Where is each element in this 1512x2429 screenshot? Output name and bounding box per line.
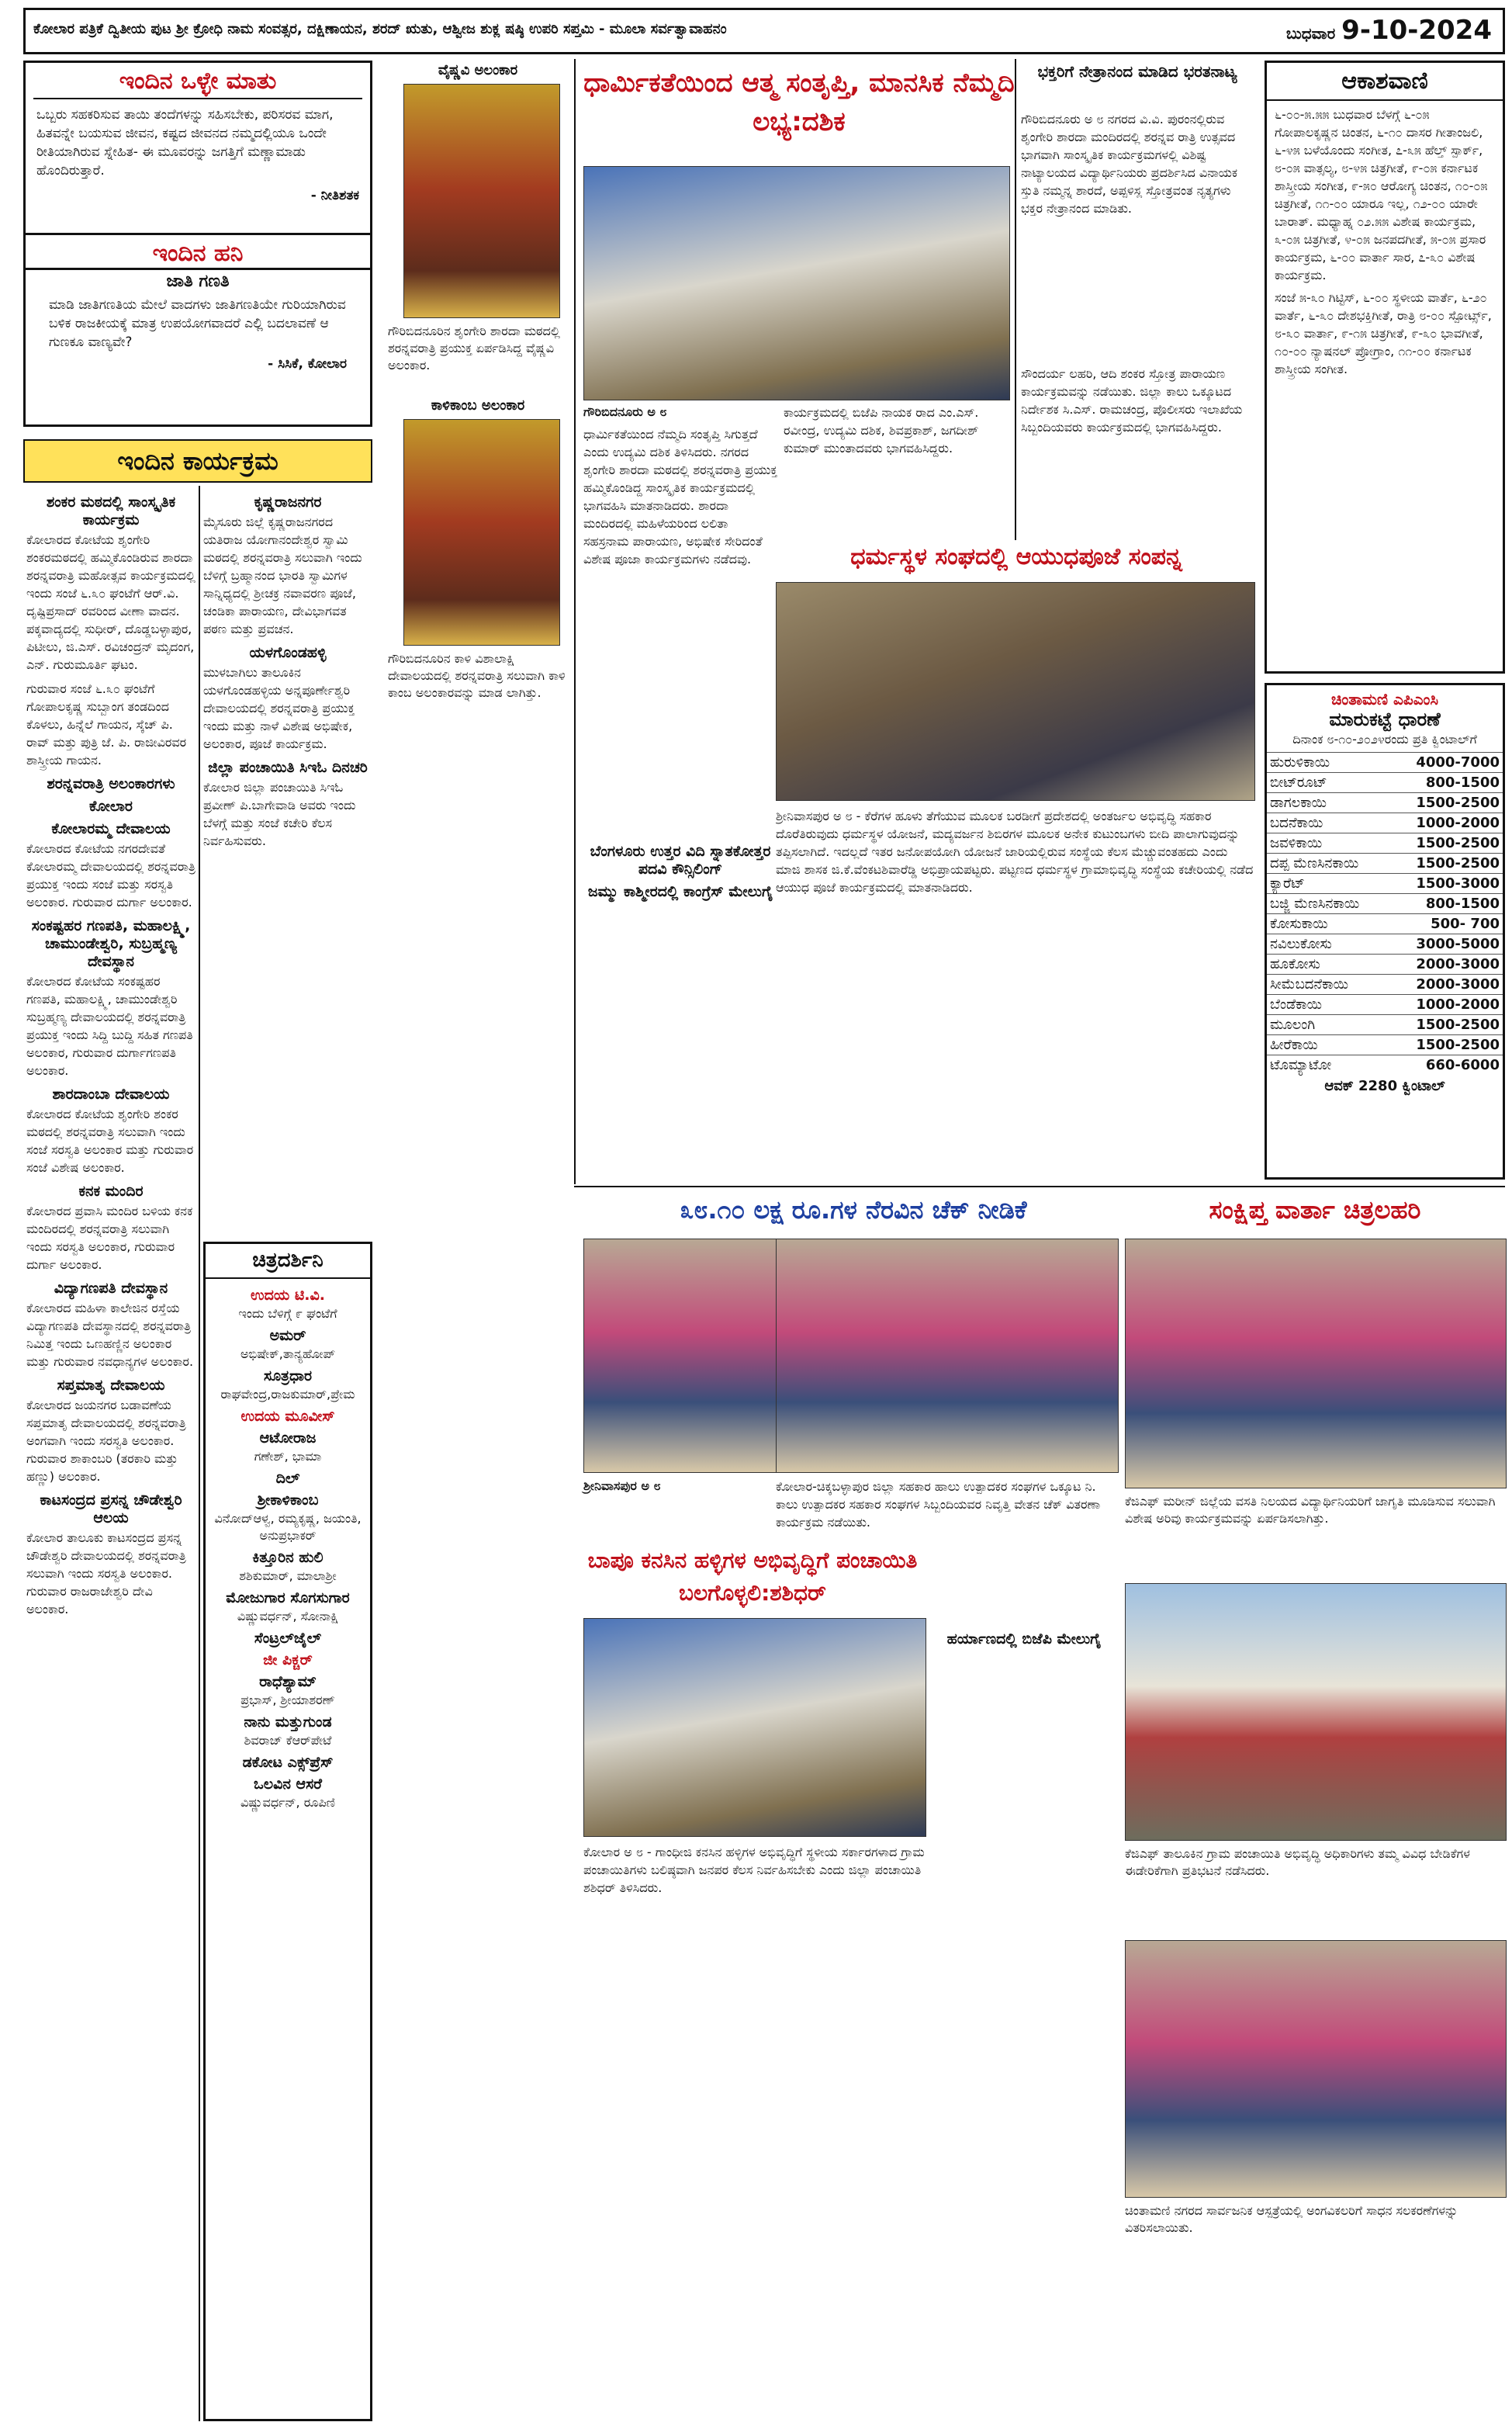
- cd-movie-8: ಸೆಂಟ್ರಲ್‌ಜೈಲ್: [254, 1630, 322, 1647]
- cd-movie-1: ಅಮರ್: [269, 1327, 306, 1344]
- price-item: ಹೂಕೋಸು: [1267, 955, 1389, 975]
- prog-sub-10: ಕಾಟಸಂದ್ರದ ಪ್ರಸನ್ನ ಚೌಡೇಶ್ವರಿ ಆಲಯ: [40, 1492, 182, 1526]
- cd-sub-3: ಜೀ ಪಿಕ್ಚರ್: [263, 1651, 313, 1668]
- cd-sub-2: ಉದಯ ಮೂವೀಸ್: [240, 1408, 335, 1425]
- dharmikate-photo: [583, 166, 1010, 400]
- cd-cast-7: ವಿಷ್ಣುವರ್ಧನ್, ಸೋನಾಕ್ಷಿ: [237, 1609, 339, 1623]
- hani-text: ಮಾಡಿ ಜಾತಿಗಣತಿಯ ಮೇಲೆ ವಾದಗಳು ಜಾತಿಗಣತಿಯೇ ಗುರಿಯಾಗಿರುವ ಬಳಿಕ ರಾಜಕೀಯಕ್ಕೆ ಮಾತ್ರ ಉಪಯೋಗವಾದರೆ ಎಲ್ಲಿ ಬದಲಾವಣೆ ಆ ಗುಣಕೂ ವಾಣ್ಯವೇ?: [49, 297, 346, 350]
- price-value: 1500-2500: [1389, 1015, 1503, 1035]
- vartha-caption-3: ಚಿಂತಾಮಣಿ ನಗರದ ಸಾರ್ವಜನಿಕ ಆಸ್ಪತ್ರೆಯಲ್ಲಿ ಅಂಗವಿಕಲರಿಗೆ ಸಾಧನ ಸಲಕರಣೆಗಳನ್ನು ವಿತರಿಸಲಾಯಿತು.: [1125, 2203, 1458, 2235]
- masthead-day: ಬುಧವಾರ: [1285, 24, 1336, 43]
- prog-sub-6: ಶಾರದಾಂಬಾ ದೇವಾಲಯ: [52, 1086, 170, 1103]
- photo2-label: ಕಾಳಿಕಾಂಬ ಅಲಂಕಾರ: [431, 397, 525, 414]
- cheque-photo-2: [776, 1239, 1119, 1473]
- price-value: 2000-3000: [1389, 955, 1503, 975]
- price-value: 1500-2500: [1389, 854, 1503, 874]
- vartha-title: ಸಂಕ್ಷಿಪ್ತ ವಾರ್ತಾ ಚಿತ್ರಲಹರಿ: [1209, 1195, 1421, 1225]
- quote-author: - ನೀತಿಶತಕ: [310, 188, 359, 203]
- cd-time-1: ಇಂದು ಬೆಳಿಗ್ಗೆ ೯ ಘಂಟೆಗೆ: [238, 1306, 337, 1321]
- bharat-head: ಭಕ್ತರಿಗೆ ನೇತ್ರಾನಂದ ಮಾಡಿದ ಭರತನಾಟ್ಯ: [1037, 62, 1237, 81]
- vaishnavi-photo: [403, 84, 560, 318]
- cd-movie-2: ಸೂತ್ರಧಾರ: [263, 1367, 313, 1384]
- cd-cast-5: ವಿನೋದ್‌ಆಳ್ವ, ರಮ್ಯಕೃಷ್ಣ, ಜಯಂತಿ, ಅನುಪ್ರಭಾಕರ್: [214, 1511, 362, 1543]
- price-row: [1267, 1015, 1503, 1035]
- photo1-label: ವೈಷ್ಣವಿ ಅಲಂಕಾರ: [438, 62, 518, 78]
- prog-text-3: ಕೋಲಾರದ ಕೋಟೆಯ ನಗರದೇವತೆ ಕೋಲಾರಮ್ಮ ದೇವಾಲಯದಲ್ಲಿ ಶರನ್ನವರಾತ್ರಿ ಪ್ರಯುಕ್ತ ಇಂದು ಸಂಜೆ ಮತ್ತು ಸರಸ್ವತಿ ಅಲಂಕಾರ. ಗುರುವಾರ ದುರ್ಗಾ ಅಲಂಕಾರ.: [26, 841, 195, 910]
- col-divider-2: [574, 59, 576, 1184]
- price-item: ಹೀರೆಕಾಯಿ: [1267, 1035, 1389, 1055]
- prog-text-6: ಕೋಲಾರದ ಪ್ರವಾಸಿ ಮಂದಿರ ಬಳಿಯ ಕನಕ ಮಂದಿರದಲ್ಲಿ ಶರನ್ನವರಾತ್ರಿ ಸಲುವಾಗಿ ಇಂದು ಸರಸ್ವತಿ ಅಲಂಕಾರ, ಗುರುವಾರ ದುರ್ಗಾ ಅಲಂಕಾರ.: [26, 1204, 193, 1272]
- market-arrival: ಆವಕ್ 2280 ಕ್ವಿಂಟಾಲ್: [1324, 1078, 1445, 1094]
- price-item: ಬೆಂಡೆಕಾಯಿ: [1267, 995, 1389, 1015]
- cd-cast-6: ಶಶಿಕುಮಾರ್, ಮಾಲಾಶ್ರೀ: [239, 1568, 337, 1583]
- photo2-caption: ಗೌರಿಬಿದನೂರಿನ ಕಾಳಿ ವಿಶಾಲಾಕ್ಷಿ ದೇವಾಲಯದಲ್ಲಿ ಶರನ್ನವರಾತ್ರಿ ಸಲುವಾಗಿ ಕಾಳಿ ಕಾಂಬ ಅಲಂಕಾರವನ್ನು ಮಾಡ ಲಾಗಿತ್ತು.: [388, 651, 566, 700]
- akashavani-text: ೬-೦೦-೫.೫೫ ಬುಧವಾರ ಬೆಳಗ್ಗೆ ೬-೦೫ ಗೋಪಾಲಕೃಷ್ಣನ ಚಿಂತನ, ೬-೧೦ ದಾಸರ ಗೀತಾಂಜಲಿ, ೬-೪೫ ಬಳೆಯೊಂದು ಸಂಗೀತ, ೭-೩೫ ಹೆಲ್ತ್ ಸ್ಪಾರ್ಕ್, ೮-೦೫ ವಾತ್ಸಲ್ಯ, ೮-೪೫ ಚಿತ್ರಗೀತೆ, ೯-೦೫ ಕರ್ನಾಟಕ ಶಾಸ್ತ್ರೀಯ ಸಂಗೀತ, ೯-೫೦ ಆರೋಗ್ಯ ಚಿಂತನ, ೧೦-೦೫ ಚಿತ್ರಗೀತೆ, ೧೧-೦೦ ಯಾರೂ ಇಲ್ಲ, ೧೨-೦೦ ಯಾರೇ ಬಾರಾತ್. ಮಧ್ಯಾಹ್ನ ೦೨.೫೫ ವಿಶೇಷ ಕಾರ್ಯಕ್ರಮ, ೩-೦೫ ಚಿತ್ರಗೀತೆ, ೪-೦೫ ಜನಪದಗೀತೆ, ೫-೦೫ ಪ್ರಸಾರ ಕಾರ್ಯಕ್ರಮ, ೬-೦೦ ವಾರ್ತಾ ಸಾರ, ೭-೩೦ ವಿಶೇಷ ಕಾರ್ಯಕ್ರಮ.: [1275, 107, 1488, 282]
- bapu-photo: [583, 1618, 926, 1837]
- price-row: [1267, 894, 1503, 914]
- akashavani-text-2: ಸಂಜೆ ೫-೩೦ ಗಿಟ್ಟಿಸ್, ೬-೦೦ ಸ್ಥಳೀಯ ವಾರ್ತೆ, ೬-೨೦ ವಾರ್ತೆ, ೬-೩೦ ದೇಶಭಕ್ತಿಗೀತೆ, ರಾತ್ರಿ ೮-೦೦ ಸ್ಪೋರ್ಟ್ಸ್, ೮-೩೦ ವಾರ್ತಾ, ೯-೧೫ ಚಿತ್ರಗೀತೆ, ೯-೩೦ ಭಾವಗೀತೆ, ೧೦-೦೦ ನ್ಯಾಷನಲ್ ಪ್ರೋಗ್ರಾಂ, ೧೧-೦೦ ಕರ್ನಾಟಕ ಶಾಸ್ತ್ರೀಯ ಸಂಗೀತ.: [1275, 290, 1492, 376]
- cd-movie-11: ಡಕೋಟ ಎಕ್ಸ್‌ಪ್ರೆಸ್: [242, 1754, 334, 1771]
- vartha-photo-3: [1125, 1940, 1507, 2198]
- price-row: [1267, 955, 1503, 975]
- price-item: ಹುರುಳಿಕಾಯಿ: [1267, 753, 1389, 773]
- cd-cast-9: ಪ್ರಭಾಸ್, ಶ್ರೀಯಾಶರಣ್: [240, 1693, 335, 1707]
- price-row: [1267, 995, 1503, 1015]
- kr-sub: ಕೃಷ್ಣರಾಜನಗರ: [254, 494, 322, 511]
- price-value: 3000-5000: [1389, 934, 1503, 955]
- bharat-text-2: ಸೌಂದರ್ಯ ಲಹರಿ, ಆದಿ ಶಂಕರ ಸ್ತೋತ್ರ ಪಾರಾಯಣ ಕಾರ್ಯಕ್ರಮವನ್ನು ನಡೆಯಿತು. ಜಿಲ್ಲಾ ಕಾಲು ಒಕ್ಕೂಟದ ನಿರ್ದೇಶಕ ಸಿ.ಎಸ್. ರಾಮಚಂದ್ರ, ಪೊಲೀಸರು ಇಲಾಖೆಯ ಸಿಬ್ಬಂದಿಯವರು ಕಾರ್ಯಕ್ರಮದಲ್ಲಿ ಭಾಗವಹಿಸಿದ್ದರು.: [1021, 366, 1243, 435]
- price-value: 1500-2500: [1389, 793, 1503, 813]
- cheque-head: ೩೮.೧೦ ಲಕ್ಷ ರೂ.ಗಳ ನೆರವಿನ ಚೆಕ್ ನೀಡಿಕೆ: [680, 1195, 1027, 1225]
- market-date: ದಿನಾಂಕ ೮-೧೦-೨೦೨೪ರಂದು ಪ್ರತಿ ಕ್ವಿಂಟಾಲ್‌ಗೆ: [1292, 732, 1477, 747]
- price-value: 2000-3000: [1389, 975, 1503, 995]
- cd-movie-6: ಕಿತ್ತೂರಿನ ಹುಲಿ: [252, 1549, 324, 1566]
- bapu-head: ಬಾಪೂ ಕನಸಿನ ಹಳ್ಳಿಗಳ ಅಭಿವೃದ್ಧಿಗೆ ಪಂಚಾಯಿತಿ ಬಲಗೊಳ್ಳಲಿ:ಶಶಿಧರ್: [587, 1547, 918, 1606]
- price-value: 1500-2500: [1389, 833, 1503, 854]
- cd-movie-7: ಮೋಜುಗಾರ ಸೊಗಸುಗಾರ: [226, 1589, 350, 1606]
- section-rule: [574, 1186, 1505, 1187]
- cd-cast-10: ಶಿವರಾಜ್ ಕೆಆರ್‌ಪೇಟೆ: [244, 1733, 332, 1748]
- price-value: 1000-2000: [1389, 995, 1503, 1015]
- price-value: 660-6000: [1389, 1055, 1503, 1076]
- price-item: ಸೀಮೆಬದನೆಕಾಯಿ: [1267, 975, 1389, 995]
- price-value: 800-1500: [1389, 773, 1503, 793]
- cd-cast-2: ರಾಘವೇಂದ್ರ,ರಾಜಕುಮಾರ್,ಪ್ರೇಮ: [220, 1387, 355, 1402]
- price-item: ಕೋಸುಕಾಯಿ: [1267, 914, 1389, 934]
- prog-sub-9: ಸಪ್ತಮಾತೃ ದೇವಾಲಯ: [57, 1377, 165, 1394]
- prog-sub-5: ಸಂಕಷ್ಟಹರ ಗಣಪತಿ, ಮಹಾಲಕ್ಷ್ಮಿ, ಚಾಮುಂಡೇಶ್ವರಿ, ಸುಬ್ರಹ್ಮಣ್ಯ ದೇವಸ್ಥಾನ: [31, 917, 191, 970]
- cd-movie-9: ರಾಧೆಶ್ಯಾಮ್: [259, 1673, 317, 1690]
- vartha-caption-2: ಕೆಜಿಎಫ್ ತಾಲೂಕಿನ ಗ್ರಾಮ ಪಂಚಾಯಿತಿ ಅಭಿವೃದ್ಧಿ ಅಧಿಕಾರಿಗಳು ತಮ್ಮ ವಿವಿಧ ಬೇಡಿಕೆಗಳ ಈಡೇರಿಕೆಗಾಗಿ ಪ್ರತಿಭಟನೆ ನಡೆಸಿದರು.: [1125, 1846, 1470, 1878]
- price-row: [1267, 975, 1503, 995]
- vartha-caption-1: ಕೆಜಿಎಫ್ ಮರೀನ್ ಜಿಲ್ಲೆಯ ವಸತಿ ನಿಲಯದ ವಿದ್ಯಾರ್ಥಿನಿಯರಿಗೆ ಜಾಗೃತಿ ಮೂಡಿಸುವ ಸಲುವಾಗಿ ವಿಶೇಷ ಅರಿವು ಕಾರ್ಯಕ್ರಮವನ್ನು ಏರ್ಪಡಿಸಲಾಗಿತ್ತು.: [1125, 1494, 1496, 1526]
- price-row: [1267, 1055, 1503, 1076]
- prog-text-1: ಕೋಲಾರದ ಕೋಟೆಯ ಶೃಂಗೇರಿ ಶಂಕರಮಠದಲ್ಲಿ ಹಮ್ಮಿಕೊಂಡಿರುವ ಶಾರದಾ ಶರನ್ನವರಾತ್ರಿ ಮಹೋತ್ಸವ ಕಾರ್ಯಕ್ರಮದಲ್ಲಿ ಇಂದು ಸಂಜೆ ೬.೩೦ ಘಂಟೆಗೆ ಆರ್.ವಿ. ದೃಷ್ಟಿಪ್ರಸಾದ್ ರವರಿಂದ ವೀಣಾ ವಾದನ. ಪಕ್ಕವಾದ್ಯದಲ್ಲಿ ಸುಧೀರ್, ದೊಡ್ಡಬಳ್ಳಾಪುರ, ಪಿಟೀಲು, ಜಿ.ಎಸ್. ರವಿಚಂದ್ರನ್ ಮೃದಂಗ, ಎನ್. ಗುರುಮೂರ್ತಿ ಘಟಂ.: [26, 532, 195, 672]
- price-value: 1500-2500: [1389, 1035, 1503, 1055]
- price-item: ಬದನೆಕಾಯಿ: [1267, 813, 1389, 833]
- price-item: ದಪ್ಪ ಮೆಣಸಿನಕಾಯಿ: [1267, 854, 1389, 874]
- price-item: ಡಾಗಲಕಾಯಿ: [1267, 793, 1389, 813]
- cd-movie-10: ನಾನು ಮತ್ತುಗುಂಡ: [244, 1713, 332, 1731]
- pad-col: [583, 838, 777, 1071]
- bharat-text: ಗೌರಿಬಿದನೂರು ಅ ೮ ನಗರದ ವಿ.ವಿ. ಪುರಂನಲ್ಲಿರುವ ಶೃಂಗೇರಿ ಶಾರದಾ ಮಂದಿರದಲ್ಲಿ ಶರನ್ನವ ರಾತ್ರಿ ಉತ್ಸವದ ಭಾಗವಾಗಿ ಸಾಂಸ್ಕೃತಿಕ ಕಾರ್ಯಕ್ರಮಗಳಲ್ಲಿ ವಿಶಿಷ್ಟ ನಾಟ್ಯಾಲಯದ ವಿದ್ಯಾರ್ಥಿನಿಯರು ಪ್ರದರ್ಶಿಸಿದ ವಿನಾಯಕ ಸ್ತುತಿ ನಮ್ಮನ್ನ ಶಾರದೆ, ಅಪ್ಪಳಿಸ್ಲ ಸ್ತೋತ್ರವಂತ ನೃತ್ಯಗಳು ಭಕ್ತರ ನೇತ್ರಾನಂದ ಮಾಡಿತು.: [1021, 112, 1238, 216]
- zp-sub: ಜಿಲ್ಲಾ ಪಂಚಾಯಿತಿ ಸಿಇಓ ದಿನಚರಿ: [208, 759, 368, 776]
- market-title: ಮಾರುಕಟ್ಟೆ ಧಾರಣೆ: [1329, 709, 1441, 730]
- yg-text: ಮುಳಬಾಗಿಲು ತಾಲೂಕಿನ ಯಳಗೊಂಡಹಳ್ಳಿಯ ಅನ್ನಪೂರ್ಣೇಶ್ವರಿ ದೇವಾಲಯದಲ್ಲಿ ಶರನ್ನವರಾತ್ರಿ ಪ್ರಯುಕ್ತ ಇಂದು ಮತ್ತು ನಾಳೆ ವಿಶೇಷ ಅಭಿಷೇಕ, ಅಲಂಕಾರ, ಪೂಜೆ ಕಾರ್ಯಕ್ರಮ.: [203, 665, 355, 751]
- harya-col: [931, 1626, 1117, 2091]
- prog-text-7: ಕೋಲಾರದ ಮಹಿಳಾ ಕಾಲೇಜಿನ ರಸ್ತೆಯ ವಿದ್ಯಾಗಣಪತಿ ದೇವಸ್ಥಾನದಲ್ಲಿ ಶರನ್ನವರಾತ್ರಿ ನಿಮಿತ್ತ ಇಂದು ಒಣಹಣ್ಣಿನ ಅಲಂಕಾರ ಮತ್ತು ಗುರುವಾರ ನವಧಾನ್ಯಗಳ ಅಲಂಕಾರ.: [26, 1301, 194, 1369]
- price-item: ಬೀಟ್‌ರೂಟ್: [1267, 773, 1389, 793]
- prog-text-2: ಗುರುವಾರ ಸಂಜೆ ೬.೩೦ ಘಂಟೆಗೆ ಗೋಪಾಲಕೃಷ್ಣ ಸುಬ್ಬಾಂಗ ತಂಡದಿಂದ ಕೊಳಲು, ಹಿನ್ನೆಲೆ ಗಾಯನ, ಸ್ಕೆಚ್ ಪಿ. ರಾವ್ ಮತ್ತು ಪುತ್ರಿ ಜೆ. ಪಿ. ರಾಜೀವಿರವರ ಶಾಸ್ತ್ರೀಯ ಗಾಯನ.: [26, 681, 187, 768]
- prog-text-9: ಕೋಲಾರ ತಾಲೂಕು ಕಾಟಸಂದ್ರದ ಪ್ರಸನ್ನ ಚೌಡೇಶ್ವರಿ ದೇವಾಲಯದಲ್ಲಿ ಶರನ್ನವರಾತ್ರಿ ಸಲುವಾಗಿ ಇಂದು ಸರಸ್ವತಿ ಅಲಂಕಾರ. ಗುರುವಾರ ರಾಜರಾಜೇಶ್ವರಿ ದೇವಿ ಅಲಂಕಾರ.: [26, 1530, 186, 1616]
- price-value: 4000-7000: [1389, 753, 1503, 773]
- cd-cast-3: ಗಣೇಶ್, ಭಾಮಾ: [254, 1449, 322, 1464]
- chitradarshini-title: ಚಿತ್ರದರ್ಶಿನಿ: [206, 1244, 370, 1279]
- price-item: ಕ್ಯಾರೆಟ್: [1267, 874, 1389, 894]
- photo1-caption: ಗೌರಿಬಿದನೂರಿನ ಶೃಂಗೇರಿ ಶಾರದಾ ಮಠದಲ್ಲಿ ಶರನ್ನವರಾತ್ರಿ ಪ್ರಯುಕ್ತ ಏರ್ಪಡಿಸಿದ್ದ ವೈಷ್ಣವಿ ಅಲಂಕಾರ.: [388, 324, 560, 372]
- cd-cast-1: ಅಭಿಷೇಕ್,ತಾನ್ಯಹೋಪ್: [240, 1346, 336, 1361]
- price-table: [1267, 752, 1503, 1075]
- hani-subtitle: ಜಾತಿ ಗಣತಿ: [166, 272, 230, 291]
- price-row: [1267, 813, 1503, 833]
- yg-sub: ಯಳಗೊಂಡಹಳ್ಳಿ: [249, 644, 327, 661]
- nsk-head: ಜಮ್ಮು ಕಾಶ್ಮೀರದಲ್ಲಿ ಕಾಂಗ್ರೆಸ್ ಮೇಲುಗೈ: [587, 883, 773, 900]
- bapu-text: ಕೋಲಾರ ಅ ೮ - ಗಾಂಧೀಜಿ ಕನಸಿನ ಹಳ್ಳಿಗಳ ಅಭಿವೃದ್ಧಿಗೆ ಸ್ಥಳೀಯ ಸರ್ಕಾರಗಳಾದ ಗ್ರಾಮ ಪಂಚಾಯಿತಿಗಳು ಬಲಿಷ್ಠವಾಗಿ ಜನಪರ ಕೆಲಸ ನಿರ್ವಹಿಸಬೇಕು ಎಂದು ಜಿಲ್ಲಾ ಪಂಚಾಯಿತಿ ಶಶಿಧರ್ ತಿಳಿಸಿದರು.: [583, 1845, 925, 1895]
- price-row: [1267, 773, 1503, 793]
- price-item: ಮೂಲಂಗಿ: [1267, 1015, 1389, 1035]
- price-row: [1267, 874, 1503, 894]
- market-place: ಚಿಂತಾಮಣಿ ಎಪಿಎಂಸಿ: [1330, 690, 1439, 709]
- programs-col-a: [26, 489, 195, 2421]
- prog-sub-2: ಶರನ್ನವರಾತ್ರಿ ಅಲಂಕಾರಗಳು: [47, 775, 175, 792]
- harya-head: ಹರ್ಯಾಣದಲ್ಲಿ ಬಿಜೆಪಿ ಮೇಲುಗೈ: [946, 1630, 1102, 1648]
- price-row: [1267, 753, 1503, 773]
- story1-caption: ಗೌರಿಬಿದನೂರು ಅ ೮: [583, 404, 667, 419]
- ayudha-head: ಧರ್ಮಸ್ಥಳ ಸಂಘದಲ್ಲಿ ಆಯುಧಪೂಜೆ ಸಂಪನ್ನ: [850, 543, 1182, 570]
- cd-movie-12: ಒಲವಿನ ಆಸರೆ: [254, 1776, 322, 1793]
- masthead-date: [1286, 15, 1492, 46]
- cd-cast-12: ವಿಷ್ಣುವರ್ಧನ್, ರೂಪಿಣಿ: [240, 1795, 335, 1810]
- price-row: [1267, 934, 1503, 955]
- price-row: [1267, 793, 1503, 813]
- cheque-caption: ಶ್ರೀನಿವಾಸಪುರ ಅ ೮: [583, 1478, 661, 1493]
- prog-sub-3: ಕೋಲಾರ: [89, 798, 133, 815]
- prog-sub-7: ಕನಕ ಮಂದಿರ: [78, 1183, 144, 1200]
- price-row: [1267, 1035, 1503, 1055]
- akashavani-title: ಆಕಾಶವಾಣಿ: [1267, 63, 1503, 101]
- vartha-photo-2: [1125, 1583, 1507, 1841]
- cd-movie-3: ಆಟೋರಾಜ: [259, 1429, 317, 1447]
- ayudha-photo: [776, 582, 1255, 801]
- price-row: [1267, 854, 1503, 874]
- price-row: [1267, 833, 1503, 854]
- cd-movie-4: ದಿಲ್: [275, 1470, 300, 1487]
- prog-text-4: ಕೋಲಾರದ ಕೋಟೆಯ ಸಂಕಷ್ಟಹರ ಗಣಪತಿ, ಮಹಾಲಕ್ಷ್ಮಿ, ಚಾಮುಂಡೇಶ್ವರಿ ಸುಬ್ರಹ್ಮಣ್ಯ ದೇವಾಲಯದಲ್ಲಿ ಶರನ್ನವರಾತ್ರಿ ಪ್ರಯುಕ್ತ ಇಂದು ಸಿದ್ದಿ ಬುದ್ದಿ ಸಹಿತ ಗಣಪತಿ ಅಲಂಕಾರ, ಗುರುವಾರ ದುರ್ಗಾಗಣಪತಿ ಅಲಂಕಾರ.: [26, 974, 193, 1078]
- zp-text: ಕೋಲಾರ ಜಿಲ್ಲಾ ಪಂಚಾಯಿತಿ ಸಿಇಓ ಪ್ರವೀಣ್ ಪಿ.ಬಾಗೇವಾಡಿ ಅವರು ಇಂದು ಬೆಳಗ್ಗೆ ಮತ್ತು ಸಂಜೆ ಕಚೇರಿ ಕೆಲಸ ನಿರ್ವಹಿಸುವರು.: [203, 780, 356, 848]
- vartha-photo-1: [1125, 1239, 1507, 1488]
- chitradarshini-box: [203, 1242, 372, 2421]
- masthead-date-value: 9-10-2024: [1341, 15, 1492, 46]
- quote-title: ಇಂದಿನ ಒಳ್ಳೇ ಮಾತು: [33, 68, 362, 99]
- price-value: 500- 700: [1389, 914, 1503, 934]
- pad-head: ಬೆಂಗಳೂರು ಉತ್ತರ ವಿದಿ ಸ್ನಾತಕೋತ್ತರ ಪದವಿ ಕೌನ್ಸಿಲಿಂಗ್: [590, 843, 771, 878]
- ayudha-text: ಶ್ರೀನಿವಾಸಪುರ ಅ ೮ - ಕೆರೆಗಳ ಹೂಳು ತೆಗೆಯುವ ಮೂಲಕ ಬರಡೀಗೆ ಪ್ರದೇಶದಲ್ಲಿ ಅಂತರ್ಜಲ ಅಭಿವೃದ್ಧಿ ಸಹಕಾರ ದೊರೆತಿರುವುದು ಧರ್ಮಸ್ಥಳ ಯೋಜನೆ, ಮದ್ಯವರ್ಜನ ಶಿಬಿರಗಳ ಮೂಲಕ ಅನೇಕ ಕುಟುಂಬಗಳು ಬೀದಿ ಪಾಲಾಗುವುದನ್ನು ತಪ್ಪಿಸಲಾಗಿದೆ. ಇದಲ್ಲದೆ ಇತರ ಜನೋಪಯೋಗಿ ಯೋಜನೆ ಜಾರಿಯಲ್ಲಿರುವ ಸಂಸ್ಥೆಯ ಕೆಲಸ ಮೆಚ್ಚುವಂತಹದು ಎಂದು ಮಾಜಿ ಶಾಸಕ ಜಿ.ಕೆ.ವೆಂಕಟಶಿವಾರೆಡ್ಡಿ ಅಭಿಪ್ರಾಯಪಟ್ಟರು. ಪಟ್ಟಣದ ಧರ್ಮಸ್ಥಳ ಗ್ರಾಮಾಭಿವೃದ್ಧಿ ಸಂಸ್ಥೆಯ ಕಚೇರಿಯಲ್ಲಿ ನಡೆದ ಆಯುಧ ಪೂಜೆ ಕಾರ್ಯಕ್ರಮದಲ್ಲಿ ಮಾತನಾಡಿದರು.: [776, 809, 1254, 895]
- prog-text-5: ಕೋಲಾರದ ಕೋಟೆಯ ಶೃಂಗೇರಿ ಶಂಕರ ಮಠದಲ್ಲಿ ಶರನ್ನವರಾತ್ರಿ ಸಲುವಾಗಿ ಇಂದು ಸಂಜೆ ಸರಸ್ವತಿ ಅಲಂಕಾರ ಮತ್ತು ಗುರುವಾರ ಸಂಜೆ ವಿಶೇಷ ಅಲಂಕಾರ.: [26, 1107, 194, 1175]
- story1-text: ಧಾರ್ಮಿಕತೆಯಿಂದ ನೆಮ್ಮದಿ ಸಂತೃಪ್ತಿ ಸಿಗುತ್ತದೆ ಎಂದು ಉದ್ಯಮಿ ದಶಿಕ ತಿಳಿಸಿದರು. ನಗರದ ಶೃಂಗೇರಿ ಶಾರದಾ ಮಠದಲ್ಲಿ ಶರನ್ನವರಾತ್ರಿ ಪ್ರಯುಕ್ತ ಹಮ್ಮಿಕೊಂಡಿದ್ದ ಸಾಂಸ್ಕೃತಿಕ ಕಾರ್ಯಕ್ರಮದಲ್ಲಿ ಭಾಗವಹಿಸಿ ಮಾತನಾಡಿದರು. ಶಾರದಾ ಮಂದಿರದಲ್ಲಿ ಮಹಿಳೆಯರಿಂದ ಲಲಿತಾ ಸಹಸ್ರನಾಮ ಪಾರಾಯಣ, ಅಭಿಷೇಕ ಸೇರಿದಂತೆ ವಿಶೇಷ ಪೂಜಾ ಕಾರ್ಯಕ್ರಮಗಳು ನಡೆದವು.: [583, 427, 777, 567]
- price-item: ನವಿಲುಕೋಸು: [1267, 934, 1389, 955]
- prog-sub-8: ವಿದ್ಯಾಗಣಪತಿ ದೇವಸ್ಥಾನ: [54, 1280, 168, 1297]
- prog-sub-4: ಕೋಲಾರಮ್ಮ ದೇವಾಲಯ: [51, 820, 171, 837]
- akashavani-box: [1265, 61, 1505, 674]
- price-value: 1500-3000: [1389, 874, 1503, 894]
- price-item: ಬಜ್ಜಿ ಮೆಣಸಿನಕಾಯಿ: [1267, 894, 1389, 914]
- masthead: [23, 8, 1505, 54]
- cheque-text: ಕೋಲಾರ-ಚಿಕ್ಕಬಳ್ಳಾಪುರ ಜಿಲ್ಲಾ ಸಹಕಾರ ಹಾಲು ಉತ್ಪಾದಕರ ಸಂಘಗಳ ಒಕ್ಕೂಟ ನಿ. ಕಾಲು ಉತ್ಪಾದಕರ ಸಹಕಾರ ಸಂಘಗಳ ಸಿಬ್ಬಂದಿಯವರ ನಿವೃತ್ತಿ ವೇತನ ಚೆಕ್ ವಿತರಣಾ ಕಾರ್ಯಕ್ರಮ ನಡೆಯಿತು.: [776, 1479, 1101, 1530]
- price-item: ಟೊಮ್ಯಾಟೋ: [1267, 1055, 1389, 1076]
- story1-text-2: ಕಾರ್ಯಕ್ರಮದಲ್ಲಿ ಬಿಜೆಪಿ ನಾಯಕ ರಾದ ಎಂ.ಎಸ್. ರವೀಂದ್ರ, ಉದ್ಯಮಿ ದಶಿಕ, ಶಿವಪ್ರಕಾಶ್, ಜಗದೀಶ್ ಕುಮಾರ್ ಮುಂತಾದವರು ಭಾಗವಹಿಸಿದ್ದರು.: [784, 405, 979, 456]
- hani-box: [23, 233, 372, 427]
- market-box: [1265, 683, 1505, 1180]
- prog-text-8: ಕೋಲಾರದ ಜಯನಗರ ಬಡಾವಣೆಯ ಸಪ್ತಮಾತೃ ದೇವಾಲಯದಲ್ಲಿ ಶರನ್ನವರಾತ್ರಿ ಅಂಗವಾಗಿ ಇಂದು ಸರಸ್ವತಿ ಅಲಂಕಾರ. ಗುರುವಾರ ಶಾಕಾಂಬರಿ (ತರಕಾರಿ ಮತ್ತು ಹಣ್ಣು) ಅಲಂಕಾರ.: [26, 1398, 186, 1484]
- price-item: ಜವಳಿಕಾಯಿ: [1267, 833, 1389, 854]
- kr-text: ಮೈಸೂರು ಜಿಲ್ಲೆ ಕೃಷ್ಣರಾಜನಗರದ ಯತಿರಾಜ ಯೋಗಾನಂದೇಶ್ವರ ಸ್ವಾಮಿ ಮಠದಲ್ಲಿ ಶರನ್ನವರಾತ್ರಿ ಸಲುವಾಗಿ ಇಂದು ಬೆಳಿಗ್ಗೆ ಬ್ರಹ್ಮಾನಂದ ಭಾರತಿ ಸ್ವಾಮಿಗಳ ಸಾನ್ನಿಧ್ಯದಲ್ಲಿ ಶ್ರೀಚಕ್ರ ನವಾವರಣ ಪೂಜೆ, ಚಂಡಿಕಾ ಪಾರಾಯಣ, ದೇವಿಭಾಗವತ ಪಠಣ ಮತ್ತು ಪ್ರವಚನ.: [203, 515, 362, 636]
- price-value: 800-1500: [1389, 894, 1503, 914]
- headline-dharmikate: ಧಾರ್ಮಿಕತೆಯಿಂದ ಆತ್ಮ ಸಂತೃಪ್ತಿ, ಮಾನಸಿಕ ನೆಮ್ಮದಿ ಲಭ್ಯ:ದಶಿಕ: [583, 68, 1015, 137]
- kalikamba-photo: [403, 419, 560, 646]
- masthead-line: ಕೋಲಾರ ಪತ್ರಿಕೆ ದ್ವಿತೀಯ ಪುಟ ಶ್ರೀ ಕ್ರೋಧಿ ನಾಮ ಸಂವತ್ಸರ, ದಕ್ಷಿಣಾಯನ, ಶರದ್ ಋತು, ಆಶ್ವೀಜ ಶುಕ್ಲ ಷಷ್ಠಿ ಉಪರಿ ಸಪ್ತಮಿ - ಮೂಲಾ ಸರ್ವತ್ವಾವಾಹನಂ: [33, 21, 727, 37]
- programs-title: ಇಂದಿನ ಕಾರ್ಯಕ್ರಮ: [23, 439, 372, 483]
- hani-title: ಇಂದಿನ ಹನಿ: [152, 240, 244, 267]
- prog-sub-1: ಶಂಕರ ಮಠದಲ್ಲಿ ಸಾಂಸ್ಕೃತಿಕ ಕಾರ್ಯಕ್ರಮ: [46, 494, 176, 528]
- cd-sub-1: ಉದಯ ಟಿ.ವಿ.: [251, 1287, 325, 1304]
- price-value: 1000-2000: [1389, 813, 1503, 833]
- col-divider: [199, 486, 200, 2421]
- cd-movie-5: ಶ್ರೀಕಾಳಿಕಾಂಬ: [257, 1492, 319, 1509]
- col-divider-3: [1015, 59, 1016, 540]
- quote-text: ಒಬ್ಬರು ಸಹಕರಿಸುವ ತಾಯಿ ತಂದೆಗಳನ್ನು ಸಹಿಸಬೇಕು, ಪರಿಸರವ ಮಾಗ, ಹಿತವನ್ನೇ ಬಯಸುವ ಜೀವನ, ಕಷ್ಟದ ಜೀವನದ ನಮ್ಮದಲ್ಲಿಯೂ ಒಂದೇ ರೀತಿಯಾಗಿರುವ ಸ್ನೇಹಿತ- ಈ ಮೂವರನ್ನು ಜಗತ್ತಿಗೆ ಮಣ್ಣಾಮಾಡು ಹೊಂದಿರುತ್ತಾರೆ.: [36, 107, 334, 178]
- hani-author: - ಸಿಸಿಕೆ, ಕೋಲಾರ: [268, 356, 347, 372]
- price-row: [1267, 914, 1503, 934]
